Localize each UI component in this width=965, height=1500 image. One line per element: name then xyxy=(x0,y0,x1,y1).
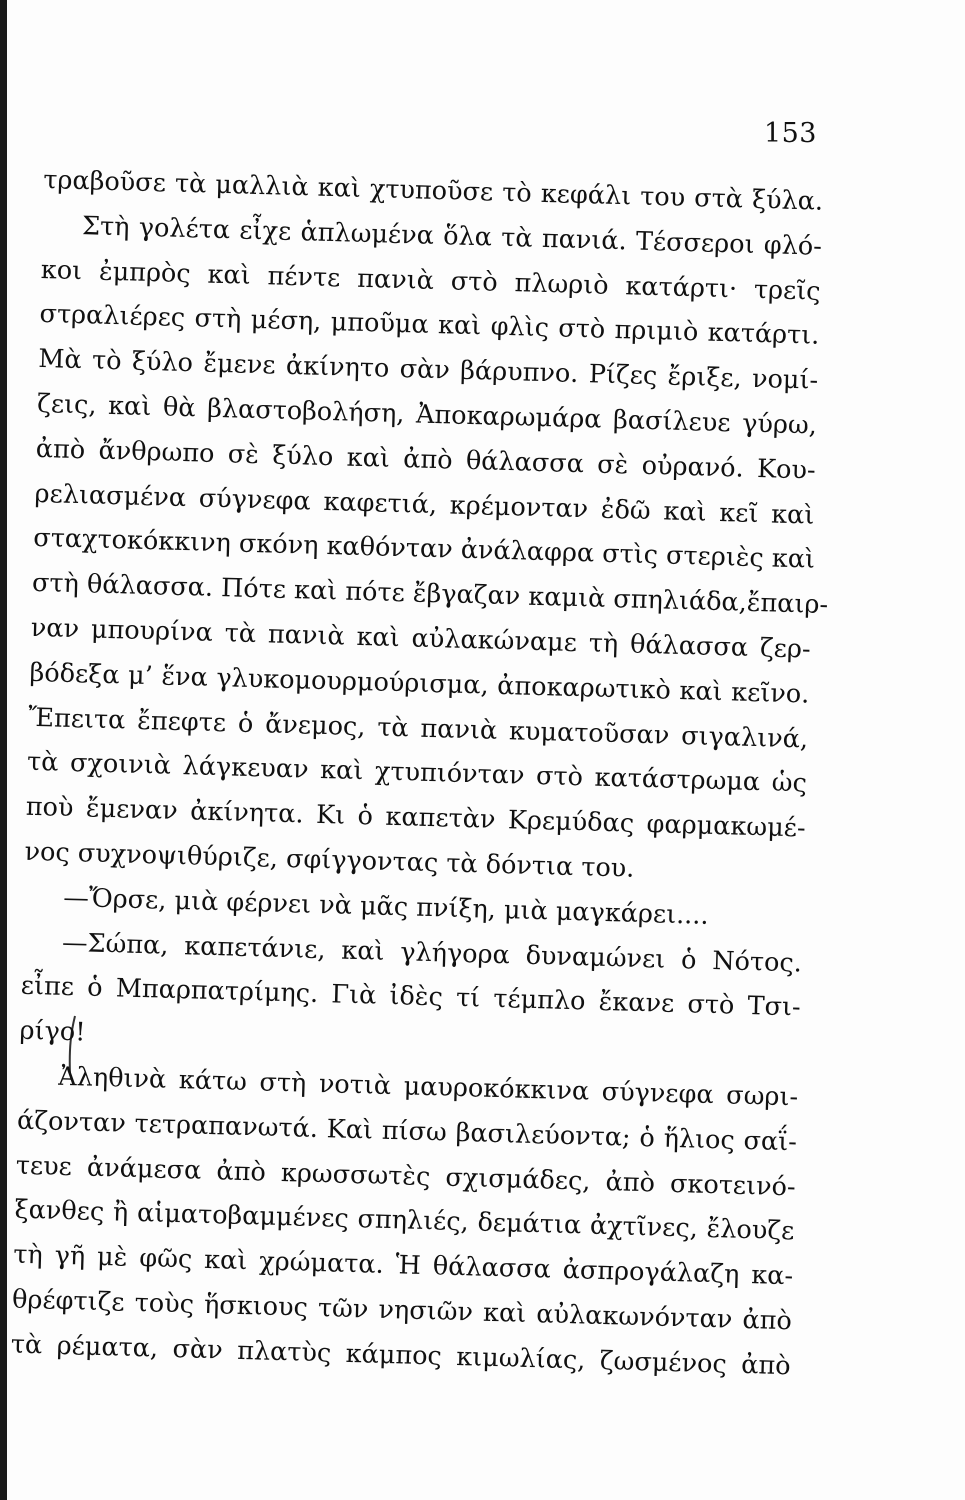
binding-edge xyxy=(0,0,7,1500)
text-line: ἀπὸ ἄνθρωπο σὲ ξύλο καὶ ἀπὸ θάλασσα σὲ οὐρανό. Κου- xyxy=(35,433,816,486)
text-line: στὴ θάλασσα. Πότε καὶ πότε ἔβγαζαν καμιὰ σπηλιάδα,ἔπαιρ- xyxy=(31,568,829,621)
text-line: στραλιέρες στὴ μέση, μποῦμα καὶ φλὶς στὸ πριμιὸ κατάρτι. xyxy=(39,299,820,352)
text-line: τὴ γῆ μὲ φῶς καὶ χρώματα. Ἡ θάλασσα ἀσπρογάλαζη κα- xyxy=(12,1239,794,1292)
text-line: θρέφτιζε τοὺς ἥσκιους τῶν νησιῶν καὶ αὐλακωνόνταν ἀπὸ xyxy=(11,1284,793,1337)
text-line: ρελιασμένα σύγνεφα καφετιά, κρέμονταν ἐδῶ καὶ κεῖ καὶ xyxy=(34,478,815,531)
text-line: άζονταν τετραπανωτά. Καὶ πίσω βασιλεύοντα; ὁ ἥλιος σαΐ- xyxy=(16,1105,798,1158)
text-line: —Ὄρσε, μιὰ φέρνει νὰ μᾶς πνίξη, μιὰ μαγκάρει.... xyxy=(62,882,710,931)
body-text xyxy=(10,158,829,1389)
text-line: ρίγο! xyxy=(19,1015,86,1048)
text-line: βόδεξα μ’ ἕνα γλυκομουρμούρισμα, ἀποκαρωτικὸ καὶ κεῖνο. xyxy=(29,657,810,710)
text-line: ξανθες ἢ αἱματοβαμμένες σπηλιές, δεμάτια ἀχτῖνες, ἔλουζε xyxy=(14,1194,795,1247)
page-number: 153 xyxy=(763,118,817,149)
text-line: Ἔπειτα ἔπεφτε ὁ ἄνεμος, τὰ πανιὰ κυματοῦσαν σιγαλινά, xyxy=(27,702,809,755)
text-line: κοι ἐμπρὸς καὶ πέντε πανιὰ στὸ πλωριὸ κατάρτι· τρεῖς xyxy=(40,254,821,307)
text-line: τραβοῦσε τὰ μαλλιὰ καὶ χτυποῦσε τὸ κεφάλι του στὰ ξύλα. xyxy=(42,164,824,217)
text-line: Μὰ τὸ ξύλο ἔμενε ἀκίνητο σὰν βάρυπνο. Ρίζες ἔριξε, νομί- xyxy=(37,344,819,396)
text-line: τὰ ρέματα, σὰν πλατὺς κάμπος κιμωλίας, ζωσμένος ἀπὸ xyxy=(10,1329,791,1382)
text-line: ναν μπουρίνα τὰ πανιὰ καὶ αὐλακώναμε τὴ θάλασσα ζερ- xyxy=(30,612,811,665)
text-line: Στὴ γολέτα εἶχε ἁπλωμένα ὅλα τὰ πανιά. Τέσσεροι φλό- xyxy=(81,210,823,262)
text-line: νος συχνοψιθύριζε, σφίγγοντας τὰ δόντια του. xyxy=(24,836,635,884)
text-line: σταχτοκόκκινη σκόνη καθόνταν ἀνάλαφρα στὶς στεριὲς καὶ xyxy=(32,523,816,576)
text-line: —Σώπα, καπετάνιε, καὶ γλήγορα δυναμώνει ὁ Νότος. xyxy=(61,927,803,979)
text-line: εἶπε ὁ Μπαρπατρίμης. Γιὰ ἰδὲς τί τέμπλο ἔκανε στὸ Τσι- xyxy=(20,971,801,1023)
text-line: τευε ἀνάμεσα ἀπὸ κρωσσωτὲς σχισμάδες, ἀπὸ σκοτεινό- xyxy=(15,1150,796,1202)
text-line: ποὺ ἔμεναν ἀκίνητα. Κι ὁ καπετὰν Κρεμύδας φαρμακωμέ- xyxy=(25,791,806,844)
text-line: τὰ σχοινιὰ λάγκευαν καὶ χτυπιόνταν στὸ κατάστρωμα ὡς xyxy=(26,747,808,799)
text-line: ζεις, καὶ θὰ βλαστοβολήση, Ἀποκαρωμάρα βασίλευε γύρω, xyxy=(36,388,818,441)
text-line: Ἀληθινὰ κάτω στὴ νοτιὰ μαυροκόκκινα σύγνεφα σωρι- xyxy=(57,1061,799,1113)
